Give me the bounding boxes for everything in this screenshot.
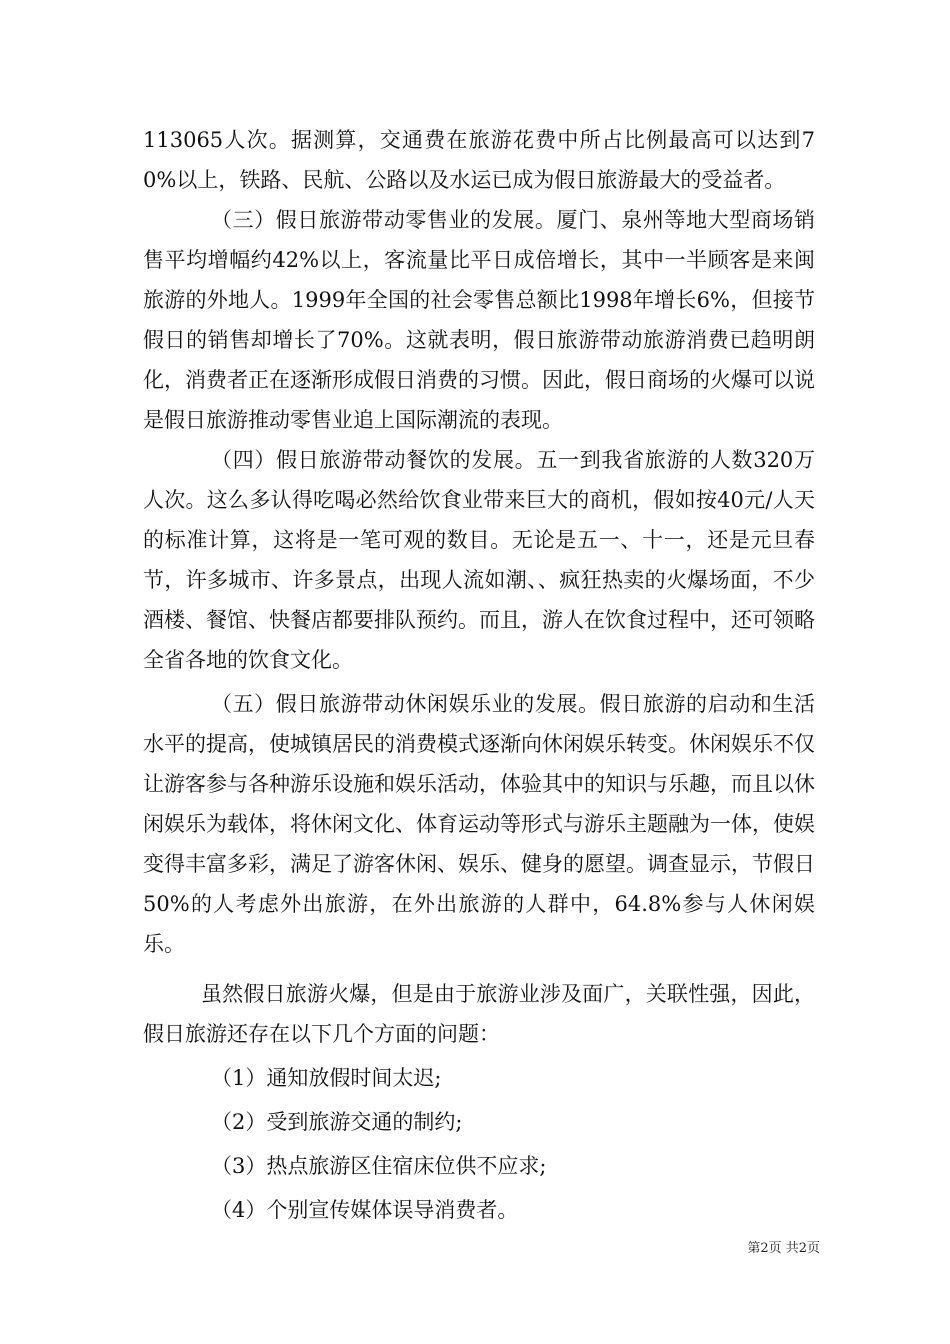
page-number-footer: 第2页 共2页: [747, 1241, 820, 1256]
paragraph-catering: （四）假日旅游带动餐饮的发展。五一到我省旅游的人数320万人次。这么多认得吃喝必然给饮食业带来巨大的商机，假如按40元/人天的标准计算，这将是一笔可观的数目。无论是五一、十一，还是元旦春节，许多城市、许多景点，出现人流如潮、、疯狂热卖的火爆场面，不少酒楼、餐馆、快餐店都要排队预约。而且，游人在饮食过程中，还可领略全省各地的饮食文化。: [143, 448, 815, 672]
paragraph-retail: （三）假日旅游带动零售业的发展。厦门、泉州等地大型商场销售平均增幅约42%以上，客流量比平日成倍增长，其中一半顾客是来闽旅游的外地人。1999年全国的社会零售总额比1998年增长6%，但接节假日的销售却增长了70%。这就表明，假日旅游带动旅游消费已趋明朗化，消费者正在逐渐形成假日消费的习惯。因此，假日商场的火爆可以说是假日旅游推动零售业追上国际潮流的表现。: [143, 208, 815, 432]
list-item: （1）通知放假时间太迟;: [211, 1066, 442, 1090]
list-item: （2）受到旅游交通的制约;: [211, 1110, 463, 1134]
paragraph-leisure: （五）假日旅游带动休闲娱乐业的发展。假日旅游的启动和生活水平的提高，使城镇居民的消费模式逐渐向休闲娱乐转变。休闲娱乐不仅让游客参与各种游乐设施和娱乐活动，体验其中的知识与乐趣，而且以休闲娱乐为载体，将休闲文化、体育运动等形式与游乐主题融为一体，使娱变得丰富多彩，满足了游客休闲、娱乐、健身的愿望。调查显示，节假日50%的人考虑外出旅游，在外出旅游的人群中，64.8%参与人休闲娱乐。: [143, 692, 815, 956]
list-item: （4）个别宣传媒体误导消费者。: [211, 1198, 519, 1222]
list-item: （3）热点旅游区住宿床位供不应求;: [211, 1154, 547, 1178]
problem-list: [143, 1056, 815, 1232]
document-body: [143, 120, 815, 1232]
paragraph-problems-intro: 虽然假日旅游火爆，但是由于旅游业涉及面广，关联性强，因此，假日旅游还存在以下几个方面的问题：: [143, 982, 815, 1046]
paragraph-continued: 113065人次。据测算，交通费在旅游花费中所占比例最高可以达到70%以上，铁路、民航、公路以及水运已成为假日旅游最大的受益者。: [143, 128, 815, 192]
